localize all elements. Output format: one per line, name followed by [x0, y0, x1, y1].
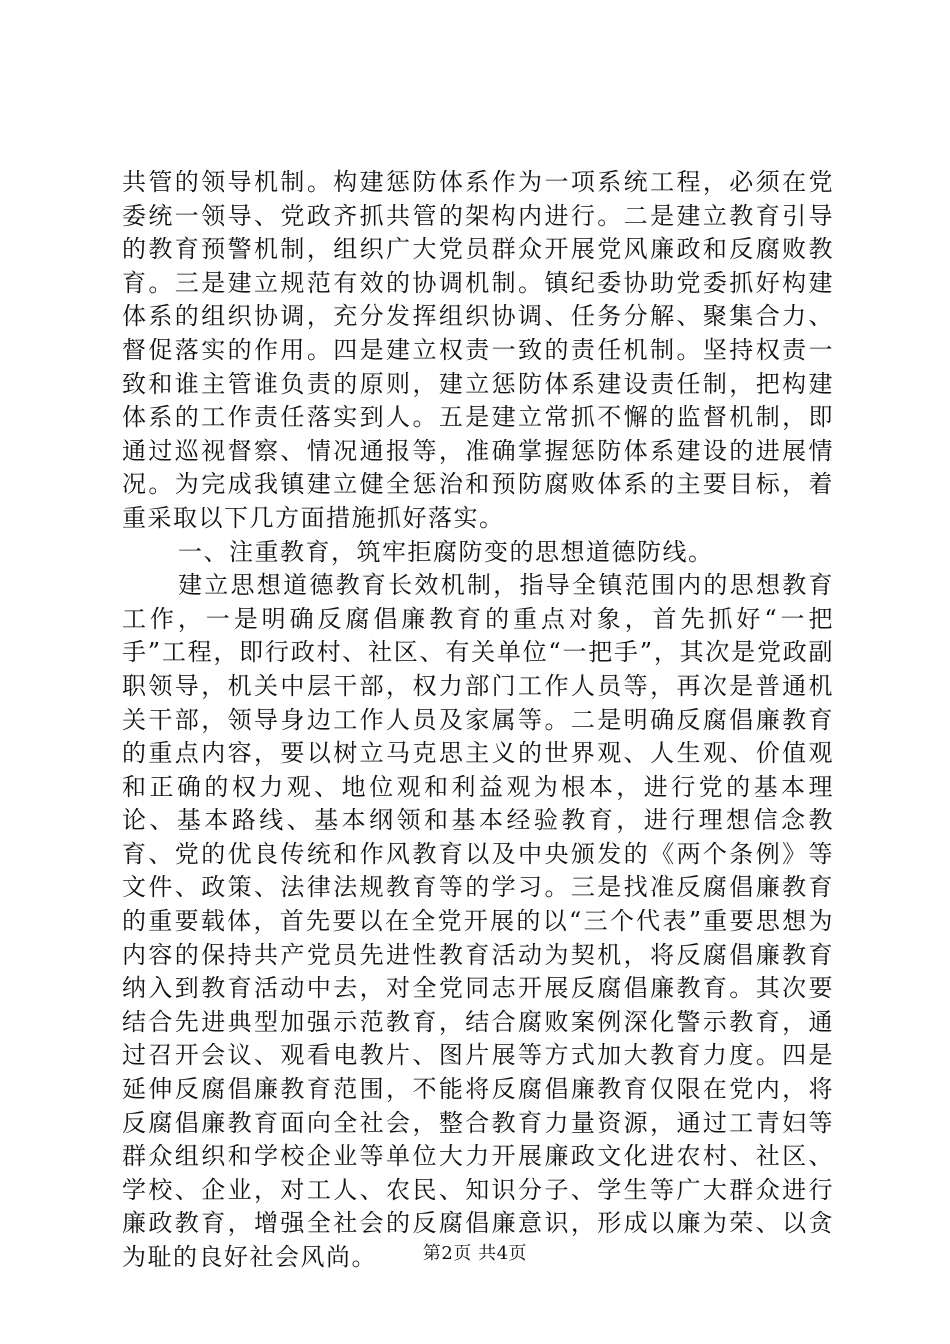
page-footer: 第2页 共4页: [422, 1243, 528, 1264]
document-body: [122, 166, 834, 1275]
paragraph-education: 建立思想道德教育长效机制，指导全镇范围内的思想教育工作，一是明确反腐倡廉教育的重点对象，首先抓好“一把手”工程，即行政村、社区、有关单位“一把手”，其次是党政副职领导，机关中层干部，权力部门工作人员等，再次是普通机关干部，领导身边工作人员及家属等。二是明确反腐倡廉教育的重点内容，要以树立马克思主义的世界观、人生观、价值观和正确的权力观、地位观和利益观为根本，进行党的基本理论、基本路线、基本纲领和基本经验教育，进行理想信念教育、党的优良传统和作风教育以及中央颁发的《两个条例》等文件、政策、法律法规教育等的学习。三是找准反腐倡廉教育的重要载体，首先要以在全党开展的以“三个代表”重要思想为内容的保持共产党员先进性教育活动为契机，将反腐倡廉教育纳入到教育活动中去，对全党同志开展反腐倡廉教育。其次要结合先进典型加强示范教育，结合腐败案例深化警示教育，通过召开会议、观看电教片、图片展等方式加大教育力度。四是延伸反腐倡廉教育范围，不能将反腐倡廉教育仅限在党内，将反腐倡廉教育面向全社会，整合教育力量资源，通过工青妇等群众组织和学校企业等单位大力开展廉政文化进农村、社区、学校、企业，对工人、农民、知识分子、学生等广大群众进行廉政教育，增强全社会的反腐倡廉意识，形成以廉为荣、以贪为耻的良好社会风尚。: [122, 571, 834, 1271]
section-heading: 一、注重教育，筑牢拒腐防变的思想道德防线。: [178, 537, 714, 566]
paragraph-continuation: 共管的领导机制。构建惩防体系作为一项系统工程，必须在党委统一领导、党政齐抓共管的架构内进行。二是建立教育引导的教育预警机制，组织广大党员群众开展党风廉政和反腐败教育。三是建立规范有效的协调机制。镇纪委协助党委抓好构建体系的组织协调，充分发挥组织协调、任务分解、聚集合力、督促落实的作用。四是建立权责一致的责任机制。坚持权责一致和谁主管谁负责的原则，建立惩防体系建设责任制，把构建体系的工作责任落实到人。五是建立常抓不懈的监督机制，即通过巡视督察、情况通报等，准确掌握惩防体系建设的进展情况。为完成我镇建立健全惩治和预防腐败体系的主要目标，着重采取以下几方面措施抓好落实。: [122, 168, 834, 532]
